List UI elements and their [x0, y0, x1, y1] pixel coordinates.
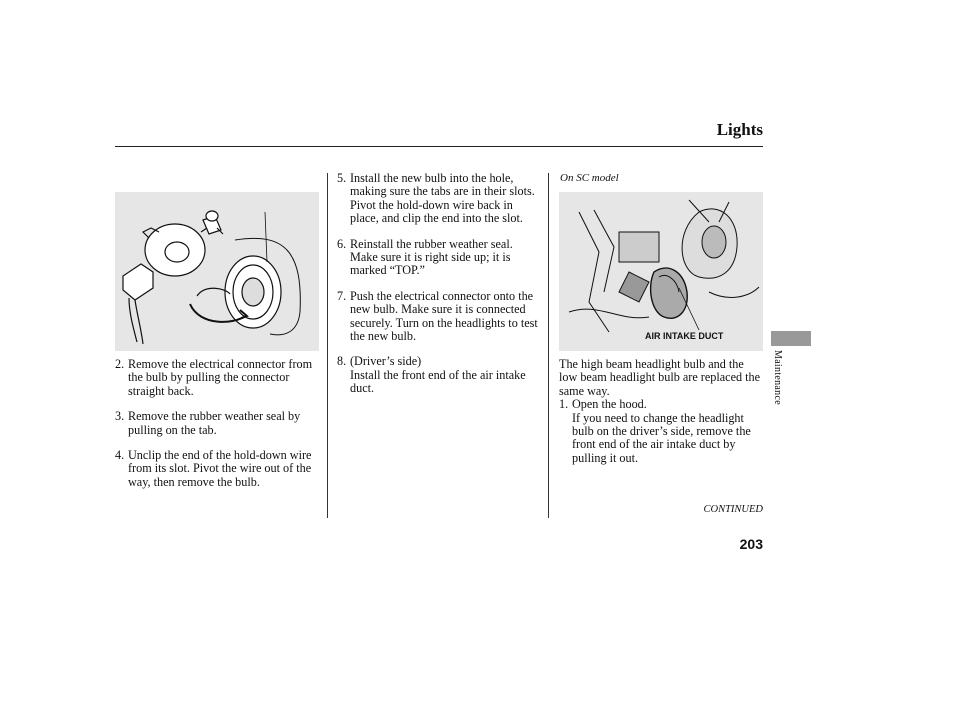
- step-4: [115, 449, 321, 489]
- step-text: (Driver’s side): [350, 354, 422, 369]
- model-note: On SC model: [560, 172, 619, 184]
- step-subtext: Install the front end of the air intake duct.: [350, 367, 526, 396]
- middle-steps: [337, 172, 542, 396]
- page-title: Lights: [716, 120, 763, 139]
- continued-label: CONTINUED: [703, 504, 763, 515]
- bulb-removal-illustration: [115, 192, 319, 351]
- step-number: 5.: [337, 171, 347, 185]
- step-number: 7.: [337, 288, 347, 303]
- figure-caption: AIR INTAKE DUCT: [645, 331, 724, 341]
- engine-bay-figure: [559, 192, 763, 351]
- step-8: [337, 355, 542, 395]
- column-divider-left: [327, 173, 328, 518]
- step-text: Open the hood.: [572, 397, 647, 412]
- step-number: 3.: [115, 409, 125, 424]
- section-tab-label: Maintenance: [772, 350, 783, 405]
- step-number: 1.: [559, 397, 569, 412]
- left-steps: [115, 358, 321, 489]
- step-number: 4.: [115, 448, 125, 463]
- engine-bay-illustration: [559, 192, 763, 351]
- step-2: [115, 358, 321, 398]
- right-text: [559, 358, 764, 465]
- step-6: [337, 238, 542, 278]
- step-text: Remove the electrical connector from the bulb by pulling the connector straight back.: [128, 357, 313, 398]
- column-divider-right: [548, 173, 549, 518]
- section-tab: [771, 331, 811, 346]
- step-detail: If you need to change the headlight bulb on the driver’s side, remove the front end of the air intake duct by pulling it out.: [572, 410, 751, 465]
- bulb-removal-figure: [115, 192, 319, 351]
- step-text: Install the new bulb into the hole, making sure the tabs are in their slots. Pivot the hold-down wire back in place, and clip the end into the slot.: [350, 171, 535, 226]
- page-number: 203: [739, 536, 763, 552]
- step-text: Push the electrical connector onto the new bulb. Make sure it is connected securely. Turn on the headlights to test the new bulb.: [350, 288, 538, 344]
- step-number: 8.: [337, 354, 347, 369]
- step-text: Reinstall the rubber weather seal. Make sure it is right side up; it is marked “TOP.”: [350, 236, 513, 278]
- step-text: Remove the rubber weather seal by pulling on the tab.: [128, 409, 301, 437]
- step-text: Unclip the end of the hold-down wire from its slot. Pivot the wire out of the way, then remove the bulb.: [128, 448, 312, 489]
- step-number: 6.: [337, 236, 347, 251]
- step-3: [115, 410, 321, 437]
- header-rule: [115, 146, 763, 147]
- step-1: [559, 398, 764, 465]
- step-7: [337, 290, 542, 344]
- intro-paragraph: The high beam headlight bulb and the low beam headlight bulb are replaced the same way.: [559, 357, 761, 398]
- step-5: [337, 172, 542, 226]
- step-number: 2.: [115, 357, 125, 371]
